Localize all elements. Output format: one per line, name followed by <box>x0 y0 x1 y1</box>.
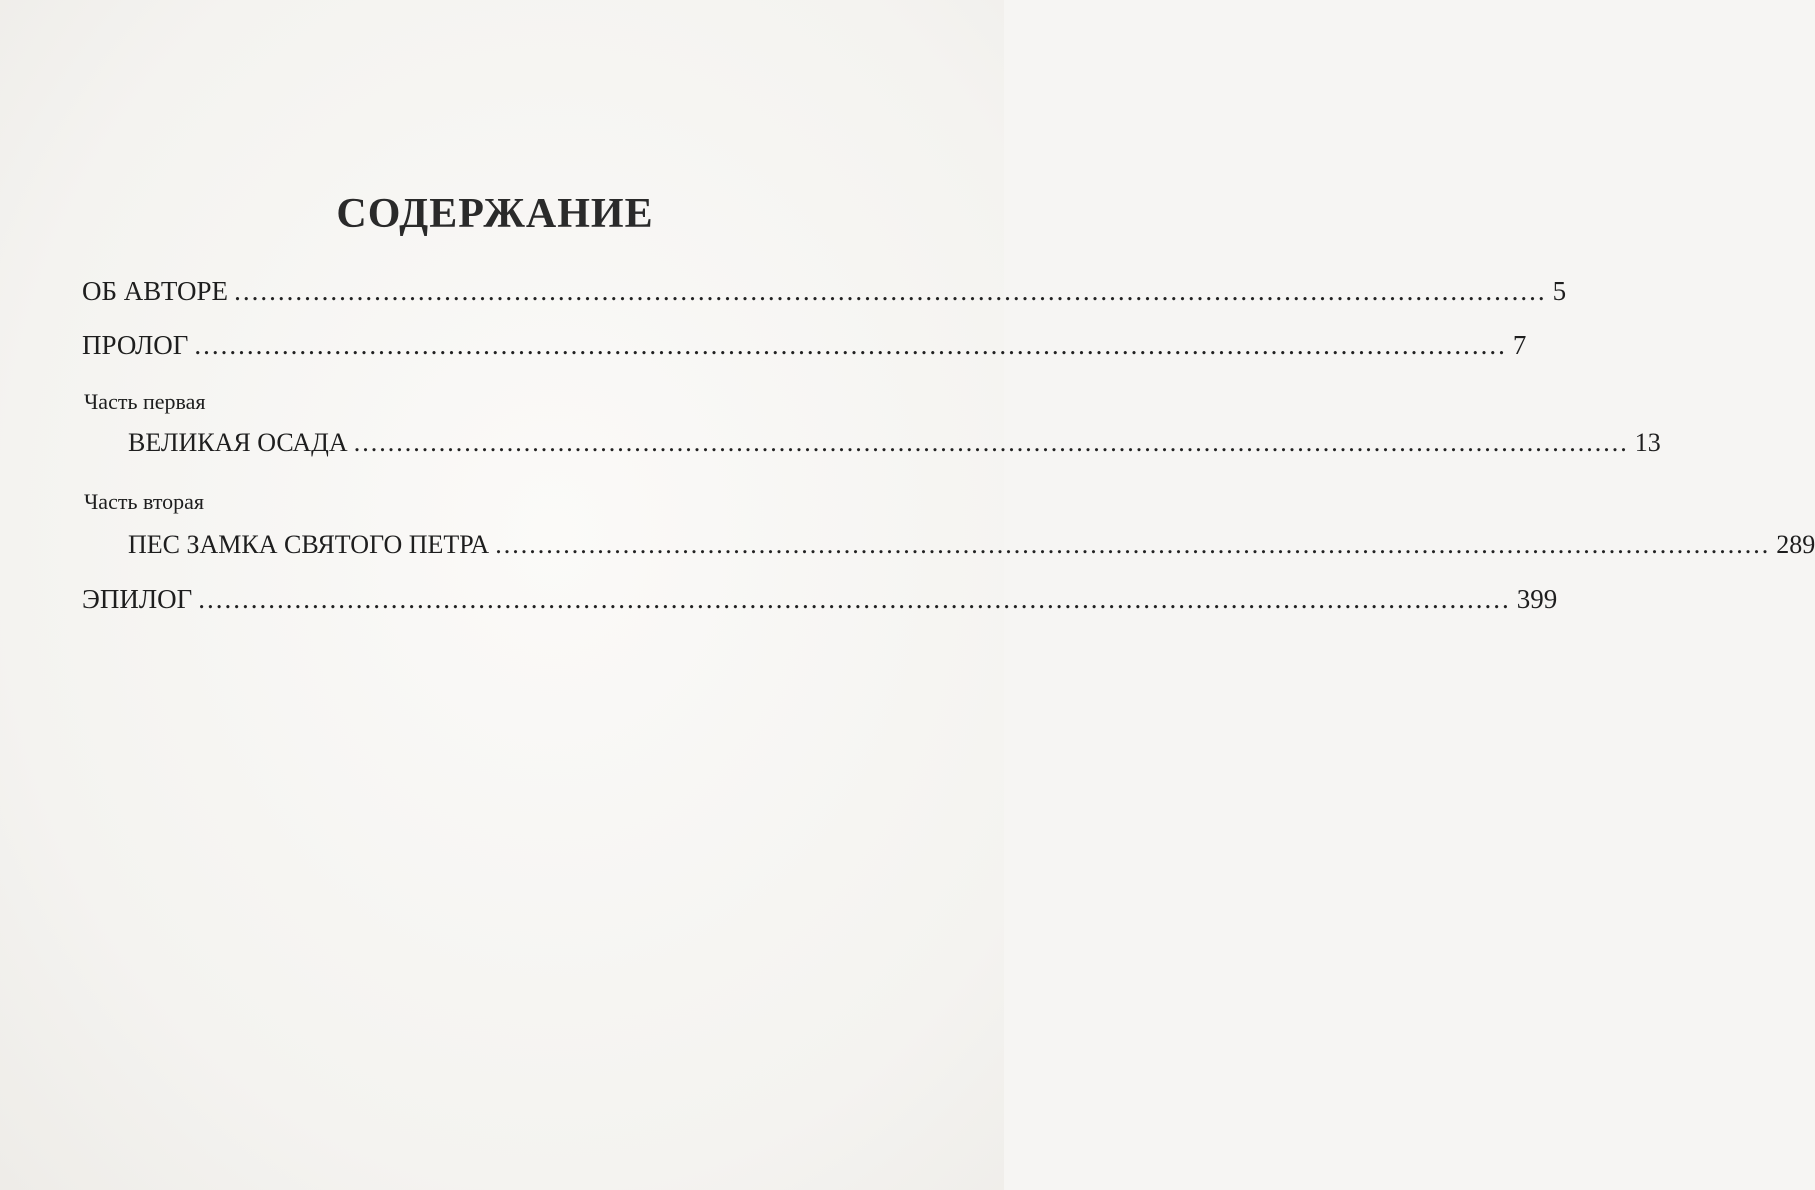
toc-entry-label: ЭПИЛОГ <box>82 584 193 614</box>
toc-entry-about-author[interactable] <box>82 276 1567 307</box>
toc-entry-label: ПРОЛОГ <box>82 330 189 360</box>
toc-entry-dog-of-castle[interactable] <box>128 530 1815 560</box>
toc-part-label: Часть вторая <box>84 489 205 514</box>
toc-page-number: 13 <box>1634 428 1661 457</box>
toc-entry-label: ВЕЛИКАЯ ОСАДА <box>128 428 348 457</box>
toc-leader-dots: ...................................................................................................................................................... <box>234 276 1547 306</box>
toc-entry-label: ОБ АВТОРЕ <box>82 276 229 306</box>
toc-entry-prologue[interactable] <box>82 330 1527 361</box>
toc-entry-great-siege[interactable] <box>128 428 1661 458</box>
toc-leader-dots: ...................................................................................................................................................... <box>495 530 1771 559</box>
toc-page-number: 289 <box>1776 530 1815 559</box>
toc-page-number: 7 <box>1512 330 1527 360</box>
toc-part-label: Часть первая <box>84 389 206 414</box>
page-title: СОДЕРЖАНИЕ <box>336 191 654 237</box>
toc-page-number: 5 <box>1552 276 1567 306</box>
toc-entry-epilogue[interactable] <box>82 584 1558 615</box>
toc-leader-dots: ...................................................................................................................................................... <box>353 428 1629 457</box>
toc-leader-dots: ...................................................................................................................................................... <box>194 330 1507 360</box>
toc-page-number: 399 <box>1516 584 1558 614</box>
toc-leader-dots: ...................................................................................................................................................... <box>198 584 1511 614</box>
toc-entry-label: ПЕС ЗАМКА СВЯТОГО ПЕТРА <box>128 530 490 559</box>
